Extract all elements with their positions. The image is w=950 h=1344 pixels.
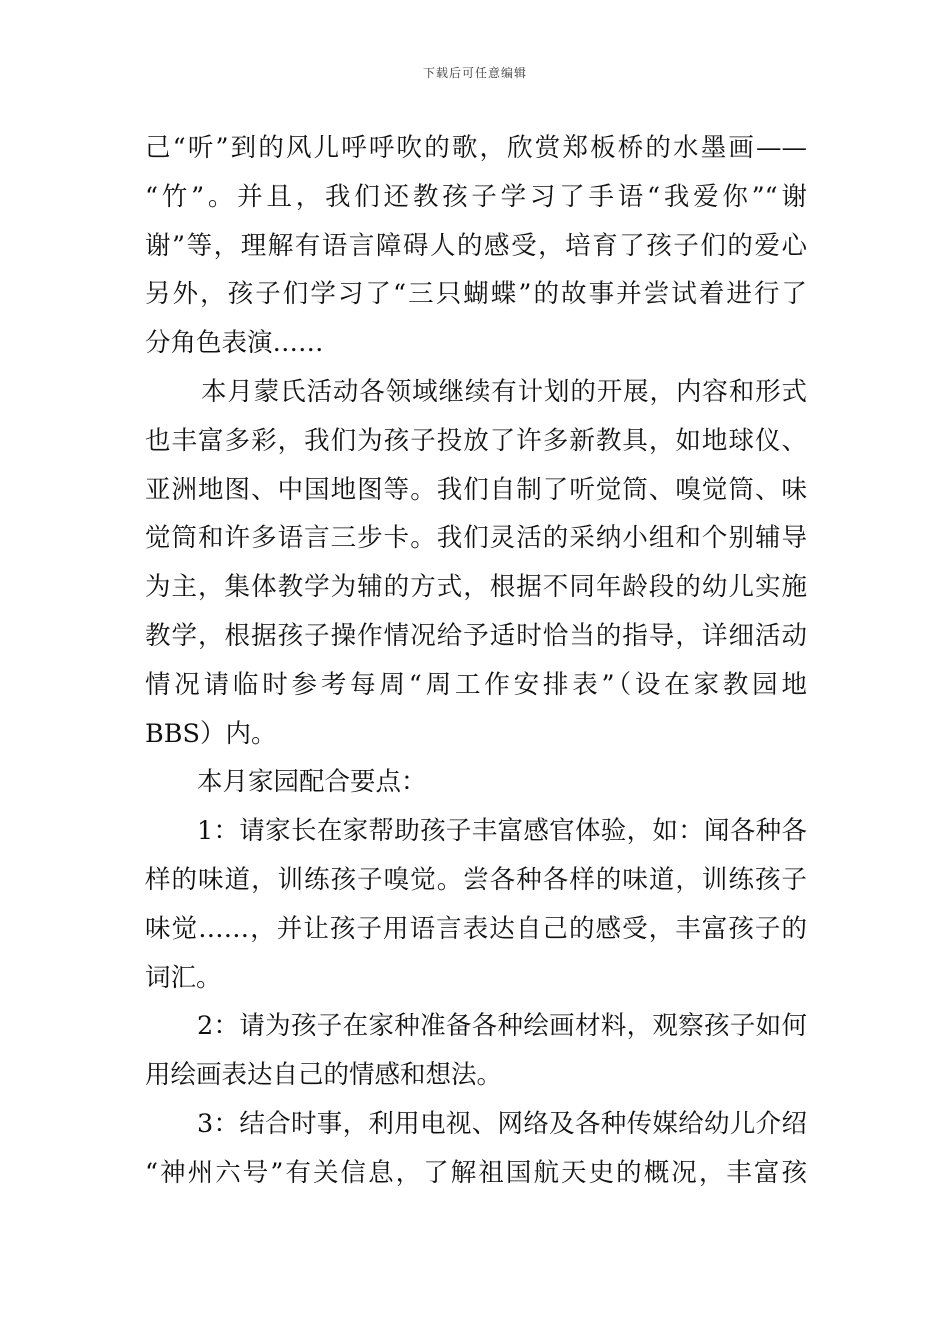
text-line: 味觉……，并让孩子用语言表达自己的感受，丰富孩子的 — [145, 913, 807, 944]
text-line: 为主，集体教学为辅的方式，根据不同年龄段的幼儿实施 — [145, 572, 807, 603]
text-line: “神州六号”有关信息，了解祖国航天史的概况，丰富孩 — [145, 1157, 807, 1188]
list-item-start-line: 2：请为孩子在家种准备各种绘画材料，观察孩子如何 — [197, 1011, 807, 1042]
text-line: 用绘画表达自己的情感和想法。 — [145, 1060, 503, 1091]
document-body — [145, 124, 807, 1198]
paragraph-start-line: 本月蒙氏活动各领域继续有计划的开展，内容和形式 — [201, 376, 807, 407]
text-line: 教学，根据孩子操作情况给予适时恰当的指导，详细活动 — [145, 620, 807, 651]
page-header: 下载后可任意编辑 — [422, 66, 527, 80]
text-line: 情况请临时参考每周“周工作安排表”（设在家教园地 — [145, 669, 807, 700]
text-line: BBS）内。 — [145, 718, 277, 749]
text-line: 样的味道，训练孩子嗅觉。尝各种各样的味道，训练孩子 — [145, 864, 807, 895]
text-line: 另外，孩子们学习了“三只蝴蝶”的故事并尝试着进行了 — [145, 279, 807, 310]
section-heading: 本月家园配合要点： — [197, 767, 427, 798]
text-line: 觉筒和许多语言三步卡。我们灵活的采纳小组和个别辅导 — [145, 523, 807, 554]
text-line: 也丰富多彩，我们为孩子投放了许多新教具，如地球仪、 — [145, 425, 807, 456]
text-line: 亚洲地图、中国地图等。我们自制了听觉筒、嗅觉筒、味 — [145, 474, 807, 505]
text-line: 词汇。 — [145, 962, 222, 993]
text-line: 己“听”到的风儿呼呼吹的歌，欣赏郑板桥的水墨画—— — [145, 133, 807, 163]
text-line: 分角色表演…… — [145, 328, 324, 359]
list-item-start-line: 3：结合时事，利用电视、网络及各种传媒给幼儿介绍 — [197, 1108, 807, 1139]
text-line: 谢”等，理解有语言障碍人的感受，培育了孩子们的爱心 — [145, 230, 807, 261]
list-item-start-line: 1：请家长在家帮助孩子丰富感官体验，如：闻各种各 — [197, 816, 807, 847]
text-line: “竹”。并且，我们还教孩子学习了手语“我爱你”“谢 — [145, 181, 807, 212]
